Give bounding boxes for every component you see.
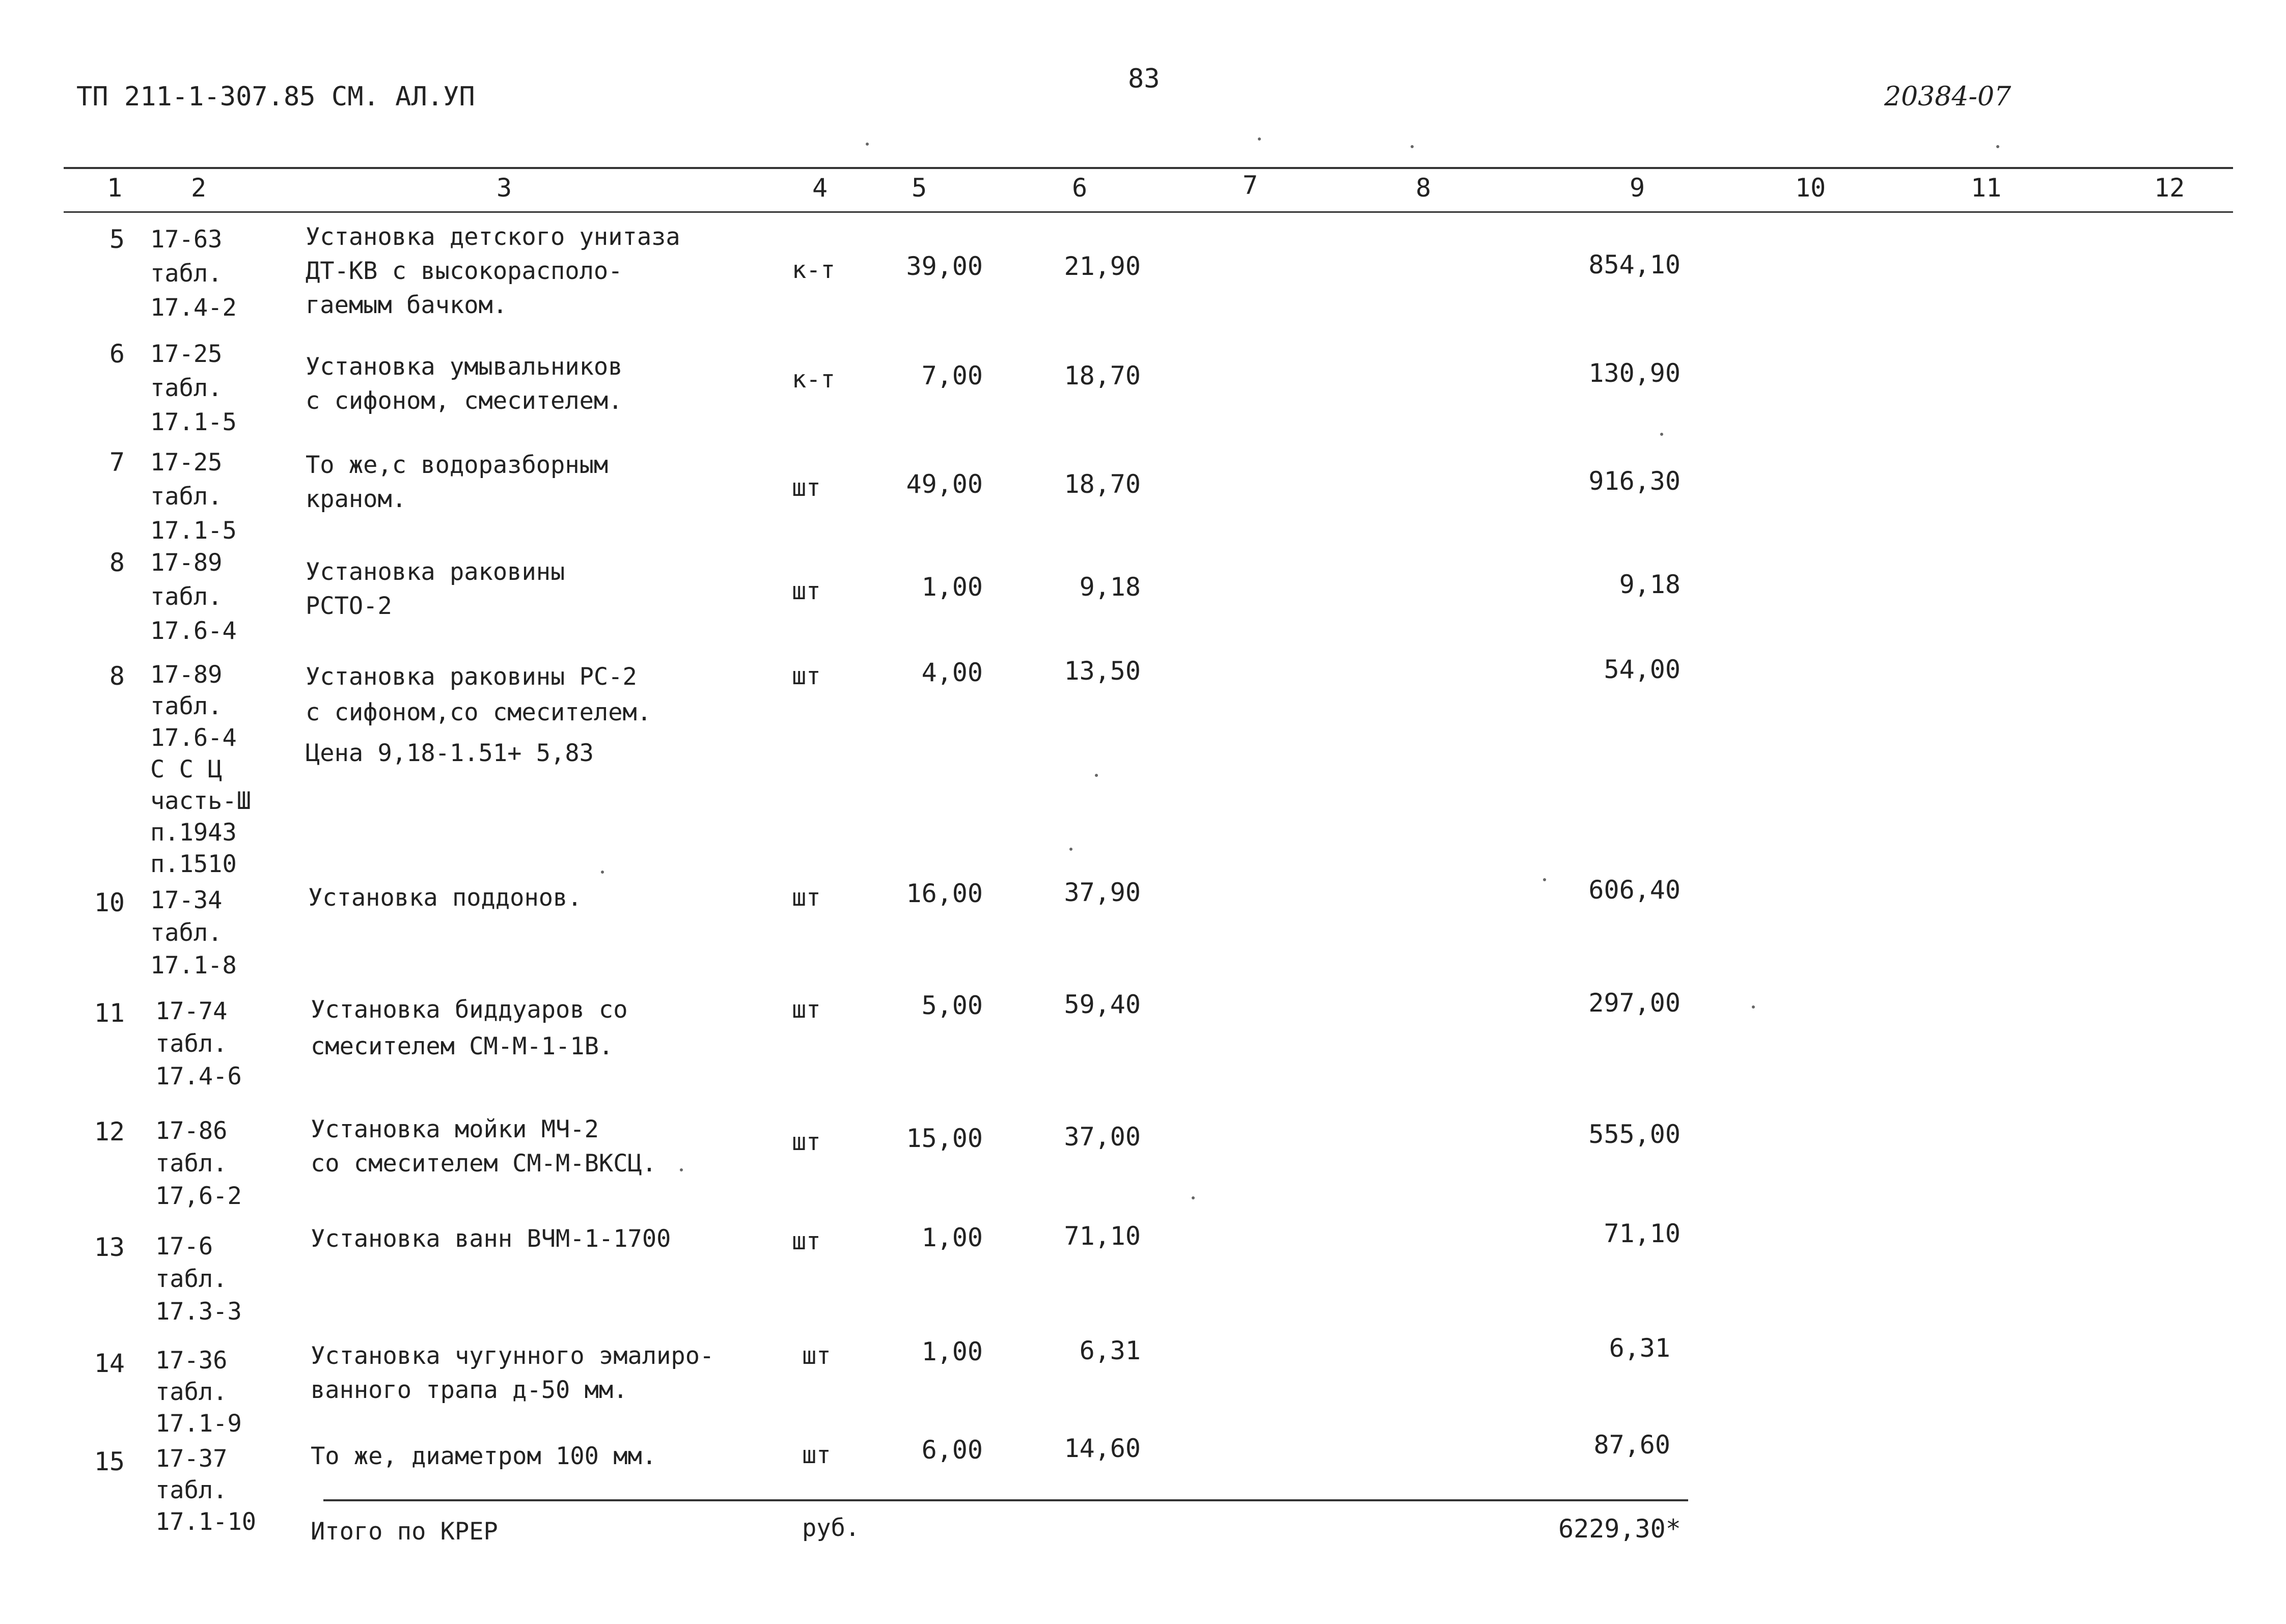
quantity: 7,00 xyxy=(921,361,983,390)
quantity: 49,00 xyxy=(906,469,983,499)
row-number: 6 xyxy=(109,339,125,369)
total-cost: 87,60 xyxy=(1593,1430,1670,1460)
unit: шт xyxy=(792,884,821,912)
archive-number: 20384-07 xyxy=(1884,81,2012,112)
scan-speck xyxy=(1752,1005,1755,1009)
row-number: 15 xyxy=(94,1447,125,1476)
scan-speck xyxy=(1069,848,1072,851)
quantity: 15,00 xyxy=(906,1124,983,1153)
row-number: 10 xyxy=(94,888,125,917)
rate-code: 17-86 табл. 17,6-2 xyxy=(155,1117,242,1210)
unit: шт xyxy=(792,1227,821,1255)
quantity: 1,00 xyxy=(921,1337,983,1366)
grand-total: 6229,30* xyxy=(1558,1514,1681,1544)
unit-price: 71,10 xyxy=(1064,1221,1141,1251)
column-number: 2 xyxy=(191,173,207,203)
unit-price: 9,18 xyxy=(1079,572,1141,602)
scan-speck xyxy=(1411,145,1414,148)
work-description: Установка биддуаров со смесителем СМ-М-1-1В. xyxy=(311,996,628,1060)
quantity: 1,00 xyxy=(921,572,983,602)
rate-code: 17-6 табл. 17.3-3 xyxy=(155,1233,242,1326)
unit-price: 21,90 xyxy=(1064,251,1141,281)
quantity: 5,00 xyxy=(921,991,983,1020)
column-number: 9 xyxy=(1630,173,1645,203)
total-cost: 130,90 xyxy=(1588,358,1681,388)
total-cost: 854,10 xyxy=(1588,250,1681,279)
header-bottom-rule xyxy=(64,211,2233,213)
work-description: То же, диаметром 100 мм. xyxy=(311,1442,657,1470)
column-number: 12 xyxy=(2154,173,2185,203)
page-number: 83 xyxy=(1128,64,1160,94)
unit: шт xyxy=(792,662,821,690)
total-cost: 6,31 xyxy=(1609,1333,1670,1363)
total-rule xyxy=(323,1499,1688,1501)
unit: шт xyxy=(802,1342,831,1370)
rate-code: 17-34 табл. 17.1-8 xyxy=(150,886,237,979)
work-description: То же,с водоразборным краном. xyxy=(306,451,609,513)
total-cost: 555,00 xyxy=(1588,1119,1681,1149)
scan-speck xyxy=(1660,433,1663,436)
scan-speck xyxy=(1095,774,1098,777)
column-number: 1 xyxy=(107,173,123,203)
scan-speck xyxy=(1192,1196,1195,1199)
rate-code: 17-74 табл. 17.4-6 xyxy=(155,997,242,1090)
total-unit: руб. xyxy=(802,1514,860,1542)
unit: к-т xyxy=(792,256,835,284)
work-description: Установка раковины РС-2 с сифоном,со смесителем. Цена 9,18-1.51+ 5,83 xyxy=(306,663,652,767)
rate-code: 17-63 табл. 17.4-2 xyxy=(150,226,237,322)
unit: шт xyxy=(792,474,821,502)
row-number: 14 xyxy=(94,1349,125,1378)
unit-price: 18,70 xyxy=(1064,469,1141,499)
total-cost: 9,18 xyxy=(1619,570,1681,599)
row-number: 5 xyxy=(109,225,125,254)
quantity: 4,00 xyxy=(921,658,983,687)
unit: к-т xyxy=(792,366,835,394)
row-number: 13 xyxy=(94,1233,125,1262)
column-number: 3 xyxy=(497,173,512,203)
total-cost: 606,40 xyxy=(1588,875,1681,905)
unit-price: 14,60 xyxy=(1064,1434,1141,1463)
column-number: 6 xyxy=(1072,173,1088,203)
rate-code: 17-25 табл. 17.1-5 xyxy=(150,449,237,545)
unit-price: 18,70 xyxy=(1064,361,1141,390)
rate-code: 17-36 табл. 17.1-9 xyxy=(155,1347,242,1438)
total-cost: 54,00 xyxy=(1604,655,1681,684)
row-number: 8 xyxy=(109,661,125,691)
unit-price: 59,40 xyxy=(1064,990,1141,1019)
scan-speck xyxy=(1258,137,1261,141)
work-description: Установка поддонов. xyxy=(308,884,582,912)
document-code: ТП 211-1-307.85 СМ. АЛ.УП xyxy=(76,81,475,112)
unit: шт xyxy=(792,1128,821,1156)
row-number: 11 xyxy=(94,998,125,1028)
quantity: 6,00 xyxy=(921,1435,983,1465)
rate-code: 17-37 табл. 17.1-10 xyxy=(155,1445,257,1536)
work-description: Установка чугунного эмалиро- ванного трапа д-50 мм. xyxy=(311,1342,714,1404)
unit: шт xyxy=(792,996,821,1024)
work-description: Установка раковины РСТО-2 xyxy=(306,558,565,620)
column-number: 7 xyxy=(1243,171,1258,200)
total-label: Итого по КРЕР xyxy=(311,1518,498,1546)
column-number: 11 xyxy=(1971,173,2002,203)
unit-price: 13,50 xyxy=(1064,656,1141,686)
row-number: 7 xyxy=(109,447,125,477)
scan-speck xyxy=(1543,878,1546,881)
unit-price: 37,00 xyxy=(1064,1122,1141,1152)
work-description: Установка мойки МЧ-2 со смесителем СМ-М-ВКСЦ. xyxy=(311,1115,657,1178)
unit-price: 37,90 xyxy=(1064,878,1141,907)
work-description: Установка ванн ВЧМ-1-1700 xyxy=(311,1225,671,1253)
column-number: 10 xyxy=(1795,173,1826,203)
rate-code: 17-25 табл. 17.1-5 xyxy=(150,340,237,436)
unit: шт xyxy=(802,1441,831,1469)
total-cost: 916,30 xyxy=(1588,466,1681,496)
scan-speck xyxy=(866,143,869,146)
quantity: 16,00 xyxy=(906,879,983,908)
scan-speck xyxy=(601,871,604,874)
quantity: 39,00 xyxy=(906,251,983,281)
quantity: 1,00 xyxy=(921,1223,983,1252)
unit-price: 6,31 xyxy=(1079,1336,1141,1365)
work-description: Установка детского унитаза ДТ-КВ с высокорасполо- гаемым бачком. xyxy=(306,223,680,319)
column-number: 4 xyxy=(812,173,828,203)
rate-code: 17-89 табл. 17.6-4 xyxy=(150,549,237,645)
total-cost: 297,00 xyxy=(1588,988,1681,1018)
scan-speck xyxy=(680,1168,683,1171)
row-number: 8 xyxy=(109,548,125,577)
work-description: Установка умывальников с сифоном, смесителем. xyxy=(306,353,623,415)
unit: шт xyxy=(792,577,821,605)
header-top-rule xyxy=(64,167,2233,169)
scan-speck xyxy=(1996,145,1999,148)
column-number: 8 xyxy=(1416,173,1431,203)
total-cost: 71,10 xyxy=(1604,1219,1681,1248)
rate-code: 17-89 табл. 17.6-4 С С Ц часть-Ш п.1943 п.1510 xyxy=(150,661,252,878)
row-number: 12 xyxy=(94,1117,125,1146)
column-number: 5 xyxy=(912,173,927,203)
